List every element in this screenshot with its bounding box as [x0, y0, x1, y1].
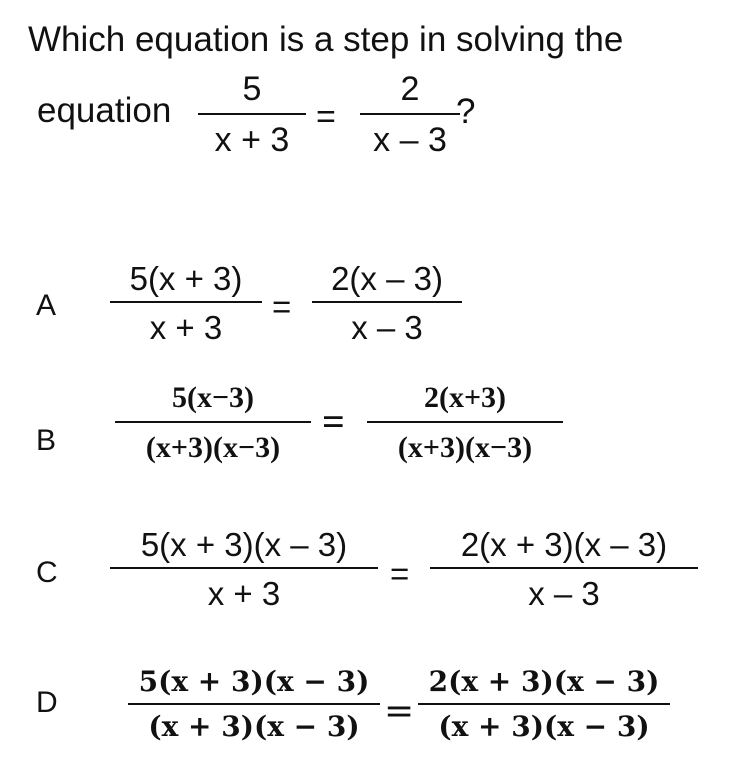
option-b-rhs-fraction[interactable]: [367, 383, 563, 463]
option-a-rhs-fraction[interactable]: [312, 262, 462, 344]
option-b-rhs-fraction-bar: [367, 421, 563, 423]
option-a-letter: A: [36, 289, 57, 322]
option-c-rhs-fraction-bar: [430, 567, 698, 569]
option-b-lhs-fraction-bar: [115, 421, 311, 423]
option-a-equals-sign: =: [272, 288, 292, 325]
option-b-lhs-denominator: (x+3)(x−3): [145, 431, 281, 464]
option-c-rhs-denominator: x – 3: [528, 575, 600, 612]
question-rhs-fraction-bar: [360, 113, 460, 115]
option-b-lhs-numerator: 5(x−3): [171, 381, 255, 414]
question-text-line1: Which equation is a step in solving the: [28, 20, 624, 59]
option-a-lhs-numerator: 5(x + 3): [129, 260, 243, 297]
question-lhs-fraction-bar: [198, 113, 306, 115]
option-b-letter: B: [36, 424, 57, 457]
question-rhs-fraction: [360, 72, 460, 157]
option-d-lhs-fraction-bar: [128, 703, 380, 705]
option-b-lhs-fraction[interactable]: [115, 383, 311, 463]
question-mark: ?: [456, 92, 476, 131]
question-lhs-fraction: [198, 72, 306, 157]
option-d-equals-sign: =: [384, 691, 415, 732]
option-c-rhs-fraction[interactable]: [430, 528, 698, 610]
option-c-lhs-numerator: 5(x + 3)(x – 3): [140, 526, 348, 563]
option-d-rhs-fraction[interactable]: [418, 665, 670, 743]
question-rhs-denominator: x – 3: [373, 121, 447, 159]
option-d-lhs-numerator: 5(x + 3)(x − 3): [138, 665, 370, 698]
option-b-rhs-denominator: (x+3)(x−3): [397, 431, 533, 464]
option-b-rhs-numerator: 2(x+3): [423, 381, 507, 414]
question-lhs-denominator: x + 3: [214, 121, 290, 159]
question-rhs-numerator: 2: [400, 70, 420, 108]
option-d-rhs-fraction-bar: [418, 703, 670, 705]
option-d-letter: D: [36, 686, 58, 719]
option-d-lhs-denominator: (x + 3)(x − 3): [148, 710, 360, 743]
option-c-letter: C: [36, 556, 58, 589]
option-c-lhs-denominator: x + 3: [207, 575, 281, 612]
option-d-lhs-fraction[interactable]: [128, 665, 380, 743]
option-a-lhs-denominator: x + 3: [149, 309, 223, 346]
option-a-rhs-numerator: 2(x – 3): [331, 260, 443, 297]
question-lhs-numerator: 5: [242, 70, 262, 108]
option-c-lhs-fraction[interactable]: [110, 528, 378, 610]
option-c-lhs-fraction-bar: [110, 567, 378, 569]
option-b-equals-sign: =: [322, 399, 345, 444]
option-a-lhs-fraction-bar: [110, 301, 262, 303]
option-c-rhs-numerator: 2(x + 3)(x – 3): [460, 526, 668, 563]
option-c-equals-sign: =: [390, 555, 410, 592]
question-equals-sign: =: [316, 98, 336, 136]
option-a-rhs-fraction-bar: [312, 301, 462, 303]
option-a-lhs-fraction[interactable]: [110, 262, 262, 344]
question-text-line2-prefix: equation: [37, 91, 172, 130]
option-a-rhs-denominator: x – 3: [351, 309, 423, 346]
option-d-rhs-numerator: 2(x + 3)(x − 3): [428, 665, 660, 698]
option-d-rhs-denominator: (x + 3)(x − 3): [438, 710, 650, 743]
